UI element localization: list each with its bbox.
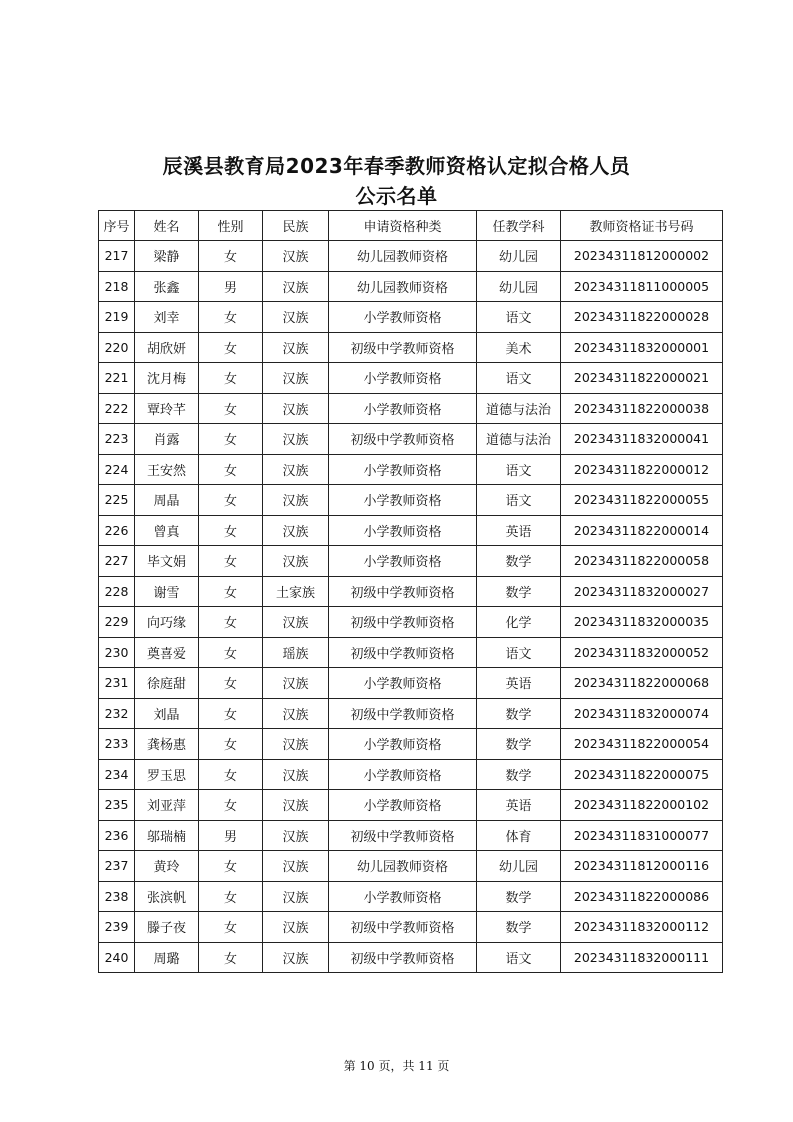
name-cell: 毕文娟 (135, 546, 199, 577)
index-cell: 220 (99, 332, 135, 363)
cert-number-cell: 20234311822000014 (561, 515, 723, 546)
index-cell: 224 (99, 454, 135, 485)
qualification-cell: 小学教师资格 (329, 790, 477, 821)
gender-cell: 女 (199, 485, 263, 516)
name-cell: 沈月梅 (135, 363, 199, 394)
gender-cell: 女 (199, 363, 263, 394)
index-cell: 233 (99, 729, 135, 760)
qualification-cell: 幼儿园教师资格 (329, 241, 477, 272)
table-row (99, 241, 723, 272)
table-row (99, 637, 723, 668)
table-row (99, 546, 723, 577)
subject-cell: 化学 (477, 607, 561, 638)
name-cell: 谢雪 (135, 576, 199, 607)
table-row (99, 607, 723, 638)
gender-cell: 女 (199, 942, 263, 973)
qualification-cell: 小学教师资格 (329, 363, 477, 394)
ethnicity-cell: 汉族 (263, 942, 329, 973)
ethnicity-cell: 汉族 (263, 485, 329, 516)
qualification-cell: 初级中学教师资格 (329, 820, 477, 851)
table-row (99, 942, 723, 973)
ethnicity-cell: 汉族 (263, 546, 329, 577)
index-cell: 229 (99, 607, 135, 638)
page-number: 第 10 页，共 11 页 (343, 1059, 450, 1073)
col-header-ethnicity: 民族 (263, 211, 329, 241)
index-cell: 228 (99, 576, 135, 607)
name-cell: 奠喜爱 (135, 637, 199, 668)
subject-cell: 数学 (477, 729, 561, 760)
table-row (99, 424, 723, 455)
name-cell: 刘幸 (135, 302, 199, 333)
col-header-qualification: 申请资格种类 (329, 211, 477, 241)
qualification-cell: 小学教师资格 (329, 759, 477, 790)
ethnicity-cell: 汉族 (263, 607, 329, 638)
index-cell: 222 (99, 393, 135, 424)
subject-cell: 幼儿园 (477, 271, 561, 302)
cert-number-cell: 20234311822000075 (561, 759, 723, 790)
qualification-cell: 初级中学教师资格 (329, 607, 477, 638)
cert-number-cell: 20234311822000055 (561, 485, 723, 516)
cert-number-cell: 20234311831000077 (561, 820, 723, 851)
table-row (99, 729, 723, 760)
name-cell: 梁静 (135, 241, 199, 272)
table-row (99, 698, 723, 729)
subject-cell: 英语 (477, 790, 561, 821)
subject-cell: 体育 (477, 820, 561, 851)
cert-number-cell: 20234311822000054 (561, 729, 723, 760)
col-header-index: 序号 (99, 211, 135, 241)
gender-cell: 女 (199, 576, 263, 607)
roster-table (98, 210, 723, 973)
cert-number-cell: 20234311822000086 (561, 881, 723, 912)
cert-number-cell: 20234311832000111 (561, 942, 723, 973)
ethnicity-cell: 汉族 (263, 454, 329, 485)
name-cell: 刘亚萍 (135, 790, 199, 821)
qualification-cell: 初级中学教师资格 (329, 942, 477, 973)
gender-cell: 女 (199, 668, 263, 699)
index-cell: 237 (99, 851, 135, 882)
ethnicity-cell: 汉族 (263, 332, 329, 363)
subject-cell: 语文 (477, 363, 561, 394)
index-cell: 225 (99, 485, 135, 516)
cert-number-cell: 20234311832000001 (561, 332, 723, 363)
subject-cell: 数学 (477, 576, 561, 607)
name-cell: 覃玲芊 (135, 393, 199, 424)
table-row (99, 759, 723, 790)
subject-cell: 数学 (477, 546, 561, 577)
qualification-cell: 初级中学教师资格 (329, 332, 477, 363)
ethnicity-cell: 汉族 (263, 271, 329, 302)
gender-cell: 女 (199, 241, 263, 272)
qualification-cell: 小学教师资格 (329, 881, 477, 912)
cert-number-cell: 20234311832000112 (561, 912, 723, 943)
name-cell: 滕子夜 (135, 912, 199, 943)
subject-cell: 美术 (477, 332, 561, 363)
qualification-cell: 初级中学教师资格 (329, 637, 477, 668)
name-cell: 周璐 (135, 942, 199, 973)
subject-cell: 数学 (477, 912, 561, 943)
gender-cell: 女 (199, 729, 263, 760)
gender-cell: 女 (199, 790, 263, 821)
index-cell: 235 (99, 790, 135, 821)
subject-cell: 语文 (477, 454, 561, 485)
index-cell: 240 (99, 942, 135, 973)
subject-cell: 语文 (477, 302, 561, 333)
col-header-subject: 任教学科 (477, 211, 561, 241)
ethnicity-cell: 汉族 (263, 302, 329, 333)
gender-cell: 女 (199, 454, 263, 485)
gender-cell: 女 (199, 851, 263, 882)
ethnicity-cell: 汉族 (263, 851, 329, 882)
table-row (99, 668, 723, 699)
gender-cell: 女 (199, 302, 263, 333)
cert-number-cell: 20234311832000041 (561, 424, 723, 455)
ethnicity-cell: 汉族 (263, 790, 329, 821)
col-header-name: 姓名 (135, 211, 199, 241)
name-cell: 肖露 (135, 424, 199, 455)
gender-cell: 女 (199, 912, 263, 943)
subject-cell: 英语 (477, 668, 561, 699)
table-row (99, 271, 723, 302)
cert-number-cell: 20234311822000058 (561, 546, 723, 577)
table-row (99, 576, 723, 607)
cert-number-cell: 20234311812000002 (561, 241, 723, 272)
page-subtitle: 公示名单 (355, 184, 438, 208)
gender-cell: 女 (199, 607, 263, 638)
name-cell: 罗玉思 (135, 759, 199, 790)
subject-cell: 数学 (477, 881, 561, 912)
qualification-cell: 小学教师资格 (329, 302, 477, 333)
ethnicity-cell: 汉族 (263, 393, 329, 424)
ethnicity-cell: 汉族 (263, 363, 329, 394)
name-cell: 曾真 (135, 515, 199, 546)
gender-cell: 女 (199, 332, 263, 363)
index-cell: 217 (99, 241, 135, 272)
gender-cell: 女 (199, 881, 263, 912)
subject-cell: 道德与法治 (477, 424, 561, 455)
name-cell: 胡欣妍 (135, 332, 199, 363)
qualification-cell: 小学教师资格 (329, 546, 477, 577)
cert-number-cell: 20234311822000068 (561, 668, 723, 699)
index-cell: 221 (99, 363, 135, 394)
gender-cell: 女 (199, 698, 263, 729)
table-row (99, 851, 723, 882)
index-cell: 219 (99, 302, 135, 333)
gender-cell: 女 (199, 759, 263, 790)
subject-cell: 幼儿园 (477, 851, 561, 882)
qualification-cell: 小学教师资格 (329, 729, 477, 760)
table-row (99, 515, 723, 546)
table-row (99, 881, 723, 912)
index-cell: 238 (99, 881, 135, 912)
table-row (99, 790, 723, 821)
name-cell: 龚杨惠 (135, 729, 199, 760)
col-header-gender: 性别 (199, 211, 263, 241)
subject-cell: 幼儿园 (477, 241, 561, 272)
table-row (99, 820, 723, 851)
ethnicity-cell: 汉族 (263, 515, 329, 546)
ethnicity-cell: 汉族 (263, 881, 329, 912)
ethnicity-cell: 汉族 (263, 668, 329, 699)
qualification-cell: 初级中学教师资格 (329, 424, 477, 455)
table-row (99, 363, 723, 394)
index-cell: 227 (99, 546, 135, 577)
gender-cell: 女 (199, 393, 263, 424)
table-row (99, 454, 723, 485)
index-cell: 230 (99, 637, 135, 668)
qualification-cell: 初级中学教师资格 (329, 912, 477, 943)
ethnicity-cell: 汉族 (263, 759, 329, 790)
gender-cell: 女 (199, 515, 263, 546)
name-cell: 周晶 (135, 485, 199, 516)
index-cell: 234 (99, 759, 135, 790)
subject-cell: 道德与法治 (477, 393, 561, 424)
cert-number-cell: 20234311832000074 (561, 698, 723, 729)
qualification-cell: 幼儿园教师资格 (329, 851, 477, 882)
subject-cell: 语文 (477, 485, 561, 516)
header-row (99, 211, 723, 241)
cert-number-cell: 20234311822000012 (561, 454, 723, 485)
subject-cell: 语文 (477, 637, 561, 668)
qualification-cell: 小学教师资格 (329, 515, 477, 546)
gender-cell: 男 (199, 271, 263, 302)
table-row (99, 912, 723, 943)
cert-number-cell: 20234311811000005 (561, 271, 723, 302)
index-cell: 232 (99, 698, 135, 729)
cert-number-cell: 20234311822000038 (561, 393, 723, 424)
ethnicity-cell: 汉族 (263, 729, 329, 760)
ethnicity-cell: 汉族 (263, 820, 329, 851)
subject-cell: 英语 (477, 515, 561, 546)
name-cell: 黄玲 (135, 851, 199, 882)
qualification-cell: 小学教师资格 (329, 668, 477, 699)
col-header-cert-number: 教师资格证书号码 (561, 211, 723, 241)
cert-number-cell: 20234311822000021 (561, 363, 723, 394)
cert-number-cell: 20234311832000052 (561, 637, 723, 668)
qualification-cell: 初级中学教师资格 (329, 576, 477, 607)
index-cell: 218 (99, 271, 135, 302)
ethnicity-cell: 汉族 (263, 241, 329, 272)
cert-number-cell: 20234311832000035 (561, 607, 723, 638)
qualification-cell: 小学教师资格 (329, 485, 477, 516)
qualification-cell: 幼儿园教师资格 (329, 271, 477, 302)
cert-number-cell: 20234311812000116 (561, 851, 723, 882)
ethnicity-cell: 汉族 (263, 698, 329, 729)
qualification-cell: 小学教师资格 (329, 393, 477, 424)
index-cell: 231 (99, 668, 135, 699)
cert-number-cell: 20234311822000102 (561, 790, 723, 821)
name-cell: 王安然 (135, 454, 199, 485)
gender-cell: 男 (199, 820, 263, 851)
subject-cell: 数学 (477, 759, 561, 790)
cert-number-cell: 20234311822000028 (561, 302, 723, 333)
name-cell: 张鑫 (135, 271, 199, 302)
subject-cell: 数学 (477, 698, 561, 729)
name-cell: 向巧缘 (135, 607, 199, 638)
page-title: 辰溪县教育局2023年春季教师资格认定拟合格人员 (162, 154, 631, 178)
index-cell: 239 (99, 912, 135, 943)
ethnicity-cell: 汉族 (263, 912, 329, 943)
index-cell: 226 (99, 515, 135, 546)
ethnicity-cell: 汉族 (263, 424, 329, 455)
table-row (99, 332, 723, 363)
name-cell: 张滨帆 (135, 881, 199, 912)
name-cell: 刘晶 (135, 698, 199, 729)
ethnicity-cell: 土家族 (263, 576, 329, 607)
index-cell: 236 (99, 820, 135, 851)
name-cell: 徐庭甜 (135, 668, 199, 699)
qualification-cell: 小学教师资格 (329, 454, 477, 485)
index-cell: 223 (99, 424, 135, 455)
qualification-cell: 初级中学教师资格 (329, 698, 477, 729)
table-row (99, 485, 723, 516)
gender-cell: 女 (199, 637, 263, 668)
gender-cell: 女 (199, 546, 263, 577)
gender-cell: 女 (199, 424, 263, 455)
table-row (99, 393, 723, 424)
table-row (99, 302, 723, 333)
subject-cell: 语文 (477, 942, 561, 973)
cert-number-cell: 20234311832000027 (561, 576, 723, 607)
ethnicity-cell: 瑶族 (263, 637, 329, 668)
name-cell: 邬瑞楠 (135, 820, 199, 851)
